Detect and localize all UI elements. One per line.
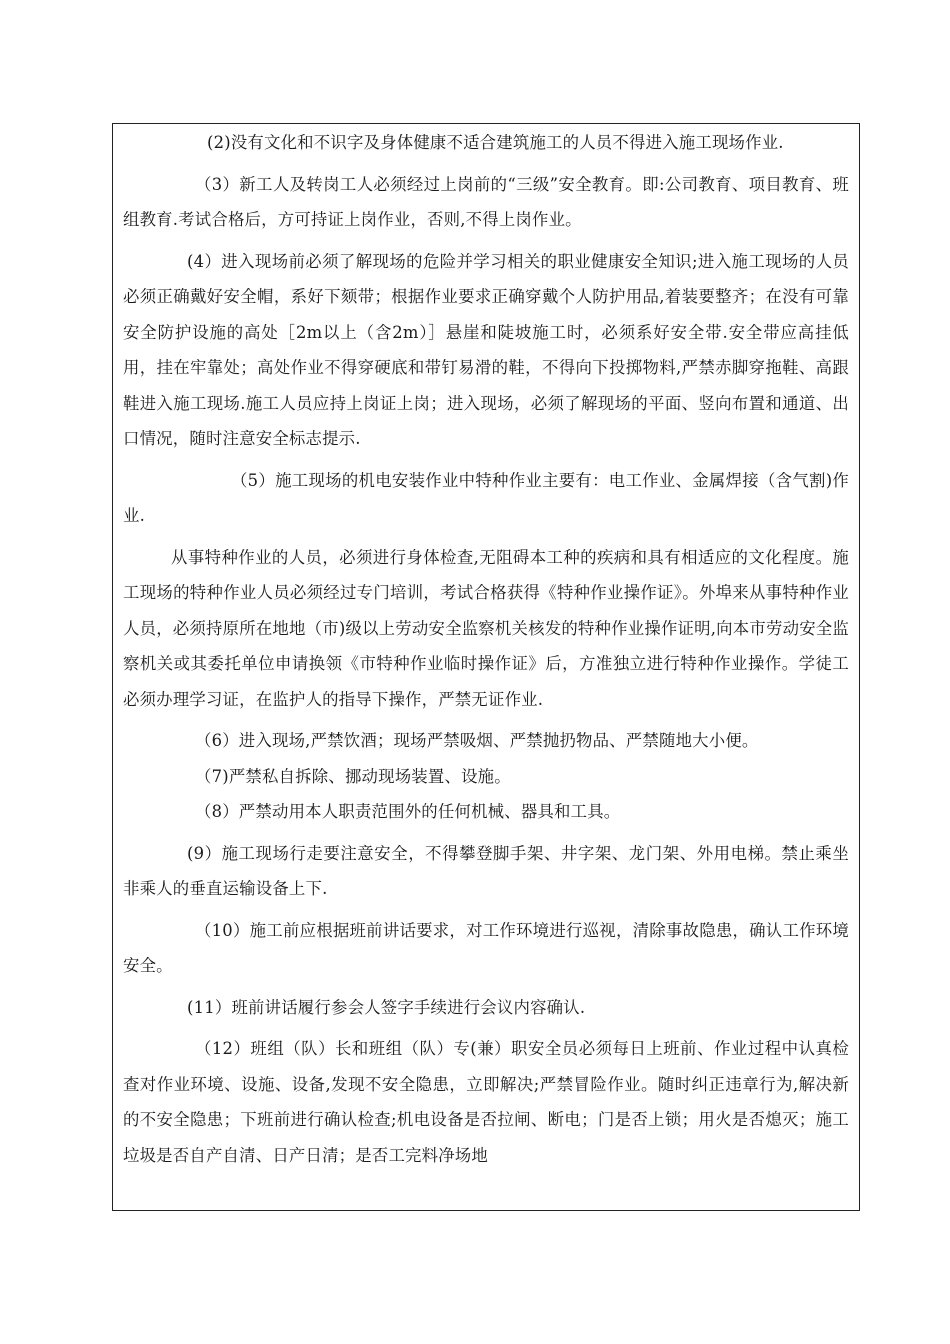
paragraph-item-8: （8）严禁动用本人职责范围外的任何机械、器具和工具。 <box>195 802 621 821</box>
paragraph-item-4: (4）进入现场前必须了解现场的危险并学习相关的职业健康安全知识;进入施工现场的人员必须正确戴好安全帽，系好下颏带；根据作业要求正确穿戴个人防护用品,着装要整齐；在没有可靠安全防护设施的高处［2m以上（含2m）］悬崖和陡坡施工时，必须系好安全带.安全带应高挂低用，挂在牢靠处；高处作业不得穿硬底和带钉易滑的鞋，不得向下投掷物料,严禁赤脚穿拖鞋、高跟鞋进入施工现场.施工人员应持上岗证上岗；进入现场，必须了解现场的平面、竖向布置和通道、出口情况，随时注意安全标志提示. <box>123 251 849 448</box>
cell-content <box>123 124 849 1173</box>
paragraph-item-3: （3）新工人及转岗工人必须经过上岗前的“三级”安全教育。即:公司教育、项目教育、班组教育.考试合格后，方可持证上岗作业，否则,不得上岗作业。 <box>123 174 849 229</box>
paragraph-item-10: （10）施工前应根据班前讲话要求，对工作环境进行巡视，清除事故隐患，确认工作环境安全。 <box>123 920 849 975</box>
table-cell-frame <box>112 123 860 1211</box>
paragraph-item-9: (9）施工现场行走要注意安全，不得攀登脚手架、井字架、龙门架、外用电梯。禁止乘坐非乘人的垂直运输设备上下. <box>123 843 849 898</box>
paragraph-item-6: （6）进入现场,严禁饮酒；现场严禁吸烟、严禁抛扔物品、严禁随地大小便。 <box>195 731 759 750</box>
paragraph-item-7: （7)严禁私自拆除、挪动现场装置、设施。 <box>195 766 511 786</box>
paragraph-item-2: (2)没有文化和不识字及身体健康不适合建筑施工的人员不得进入施工现场作业. <box>207 133 784 152</box>
paragraph-special-work: 从事特种作业的人员，必须进行身体检查,无阻碍本工种的疾病和具有相适应的文化程度。施工现场的特种作业人员必须经过专门培训，考试合格获得《特种作业操作证》。外埠来从事特种作业人员，必须持原所在地地（市)级以上劳动安全监察机关核发的特种作业操作证明,向本市劳动安全监察机关或其委托单位申请换领《市特种作业临时操作证》后，方准独立进行特种作业操作。学徒工必须办理学习证，在监护人的指导下操作，严禁无证作业. <box>123 547 849 709</box>
paragraph-item-12: （12）班组（队）长和班组（队）专(兼）职安全员必须每日上班前、作业过程中认真检查对作业环境、设施、设备,发现不安全隐患，立即解决;严禁冒险作业。随时纠正违章行为,解决新的不安全隐患；下班前进行确认检查;机电设备是否拉闸、断电；门是否上锁；用火是否熄灭；施工垃圾是否自产自清、日产日清；是否工完料净场地 <box>123 1039 849 1165</box>
paragraph-item-5: （5）施工现场的机电安装作业中特种作业主要有：电工作业、金属焊接（含气割)作业. <box>123 470 849 525</box>
paragraph-item-11: (11）班前讲话履行参会人签字手续进行会议内容确认. <box>187 997 586 1017</box>
